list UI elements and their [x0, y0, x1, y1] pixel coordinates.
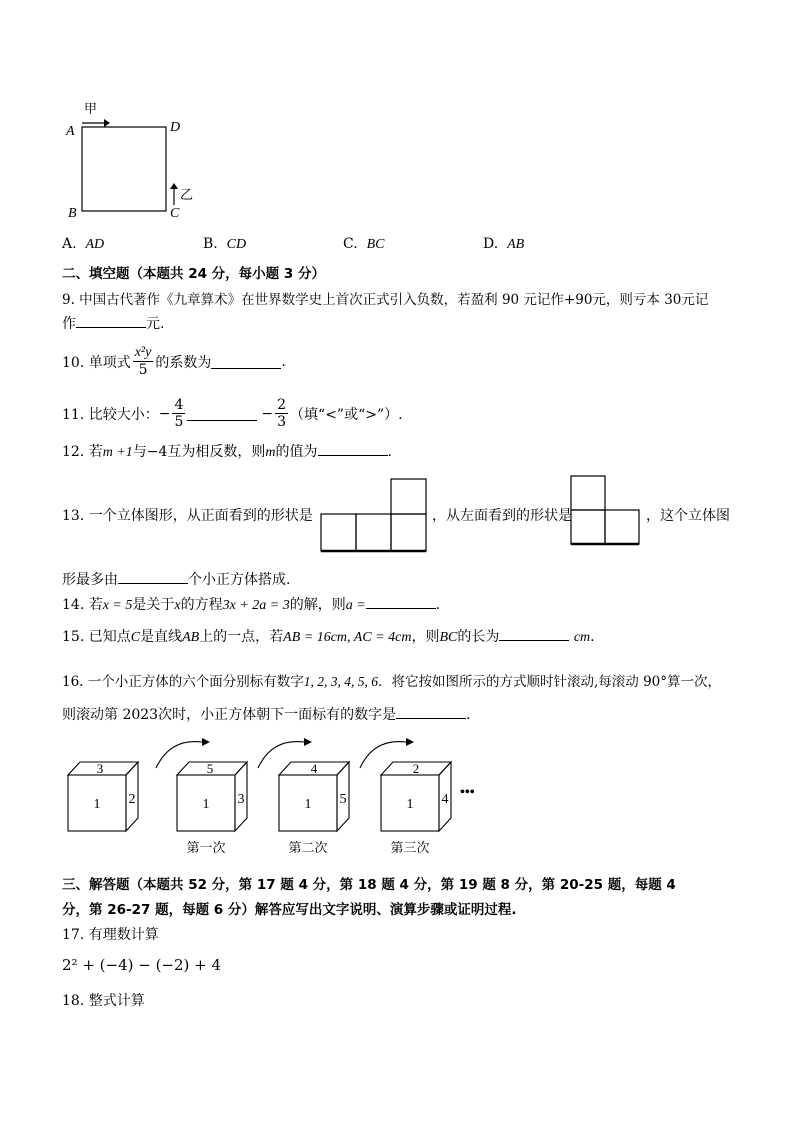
- q12-answer-blank[interactable]: [318, 441, 388, 456]
- cube-top-number: 3: [96, 761, 104, 776]
- cube-ellipsis: •••: [460, 785, 475, 800]
- square-abcd: [82, 127, 166, 211]
- q17-title: 17. 有理数计算: [62, 927, 159, 943]
- q16-line1: 16. 一个小正方体的六个面分别标有数字1, 2, 3, 4, 5, 6．将它按如图所示的方式顺时针滚动,每滚动 90°算一次，: [62, 674, 722, 690]
- q9-line1: 9. 中国古代著作《九章算术》在世界数学史上首次正式引入负数，若盈利 90 元记作+90元，则亏本 30元记: [62, 292, 709, 308]
- cube-step-label: 第二次: [288, 841, 328, 856]
- cube-top-number: 5: [206, 761, 214, 776]
- cube-step-2: [279, 761, 349, 856]
- cube-initial: [68, 761, 138, 831]
- q13-line2: 形最多由 个小正方体搭成.: [62, 569, 290, 589]
- left-view-square-1: [571, 510, 605, 544]
- q15-answer-blank[interactable]: [499, 626, 569, 641]
- rolling-cubes-figure: [60, 728, 500, 863]
- roll-arrow-1-head: [202, 738, 210, 746]
- q8-option-d: D. AB: [483, 236, 525, 252]
- q13-mid: ，从左面看到的形状是: [432, 508, 572, 524]
- left-view-top-square: [571, 476, 605, 510]
- label-b: B: [68, 206, 77, 221]
- front-view-figure: [320, 477, 430, 553]
- q9-answer-blank[interactable]: [76, 313, 146, 328]
- label-jia: 甲: [84, 101, 98, 116]
- front-view-square-1: [321, 514, 356, 551]
- cube-front-number: 1: [93, 797, 101, 812]
- cube-front-number: 1: [406, 797, 414, 812]
- roll-arrow-2: [258, 742, 304, 768]
- cube-step-label: 第三次: [390, 841, 430, 856]
- cube-side-number: 4: [441, 792, 449, 807]
- arrow-jia-head: [104, 119, 110, 127]
- q8-option-c: C. BC: [343, 236, 385, 252]
- section3-heading-line1: 三、解答题（本题共 52 分，第 17 题 4 分，第 18 题 4 分，第 19 题 8 分，第 20-25 题，每题 4: [62, 877, 676, 893]
- label-yi: 乙: [180, 187, 194, 202]
- cube-top-number: 4: [310, 761, 318, 776]
- q10-answer-blank[interactable]: [211, 354, 281, 369]
- cube-step-1: [177, 761, 247, 856]
- roll-arrow-1: [156, 742, 202, 768]
- q16-answer-blank[interactable]: [396, 704, 466, 719]
- section2-heading: 二、填空题（本题共 24 分，每小题 3 分）: [62, 266, 325, 282]
- q16-line2: 则滚动第 2023次时，小正方体朝下一面标有的数字是 .: [62, 704, 471, 724]
- q11: 11. 比较大小： − $\frac{4}{5}$ − $\frac{2}{3}$ （填“<”或“>”）.: [62, 397, 403, 430]
- q15: 15. 已知点C是直线AB上的一点，若AB = 16cm, AC = 4cm，则BC的长为 cm.: [62, 626, 595, 646]
- cube-side-number: 3: [237, 792, 245, 807]
- cube-front-number: 1: [304, 797, 312, 812]
- q10: 10. 单项式 $\frac{\text{x²y}}{5}$ 的系数为 .: [62, 345, 286, 378]
- front-view-top-square: [391, 479, 426, 514]
- roll-arrow-3: [360, 742, 406, 768]
- label-c: C: [170, 206, 180, 221]
- cube-step-label: 第一次: [186, 841, 226, 856]
- cube-top-number: 2: [412, 761, 420, 776]
- label-d: D: [170, 120, 181, 135]
- cube-front-number: 1: [202, 797, 210, 812]
- q12: 12. 若m +1与−4互为相反数，则m的值为 .: [62, 441, 392, 461]
- square-figure: [60, 95, 210, 225]
- roll-arrow-2-head: [304, 738, 312, 746]
- q8-option-b: B. CD: [203, 236, 247, 252]
- q11-fraction-2: $\frac{2}{3}$: [277, 397, 287, 430]
- q13-answer-blank[interactable]: [118, 569, 188, 584]
- q14-answer-blank[interactable]: [366, 594, 436, 609]
- arrow-yi-head: [170, 183, 178, 189]
- cube-side-number: 2: [128, 792, 136, 807]
- front-view-square-2: [356, 514, 391, 551]
- q10-fraction: $\frac{\text{x²y}}{5}$: [134, 345, 152, 378]
- q13-pre: 13. 一个立体图形，从正面看到的形状是: [62, 508, 313, 524]
- section3-heading-line2: 分，第 26-27 题，每题 6 分）解答应写出文字说明、演算步骤或证明过程.: [62, 902, 517, 918]
- q13-post: ，这个立体图: [646, 508, 730, 524]
- q18-title: 18. 整式计算: [62, 993, 145, 1009]
- label-a: A: [66, 124, 75, 139]
- left-view-square-2: [605, 510, 639, 544]
- q14: 14. 若x = 5是关于x的方程3x + 2a = 3的解，则a = .: [62, 594, 440, 614]
- q8-option-a: A. AD: [62, 236, 105, 252]
- left-view-figure: [569, 474, 643, 548]
- roll-arrow-3-head: [406, 738, 414, 746]
- q11-answer-blank[interactable]: [187, 406, 257, 421]
- q17-expression: 2² + (−4) − (−2) + 4: [62, 956, 222, 974]
- q9-line2: 作 元.: [62, 313, 164, 333]
- cube-side-number: 5: [339, 792, 347, 807]
- q11-fraction-1: $\frac{4}{5}$: [174, 397, 184, 430]
- cube-step-3: [381, 761, 451, 856]
- front-view-square-3: [391, 514, 426, 551]
